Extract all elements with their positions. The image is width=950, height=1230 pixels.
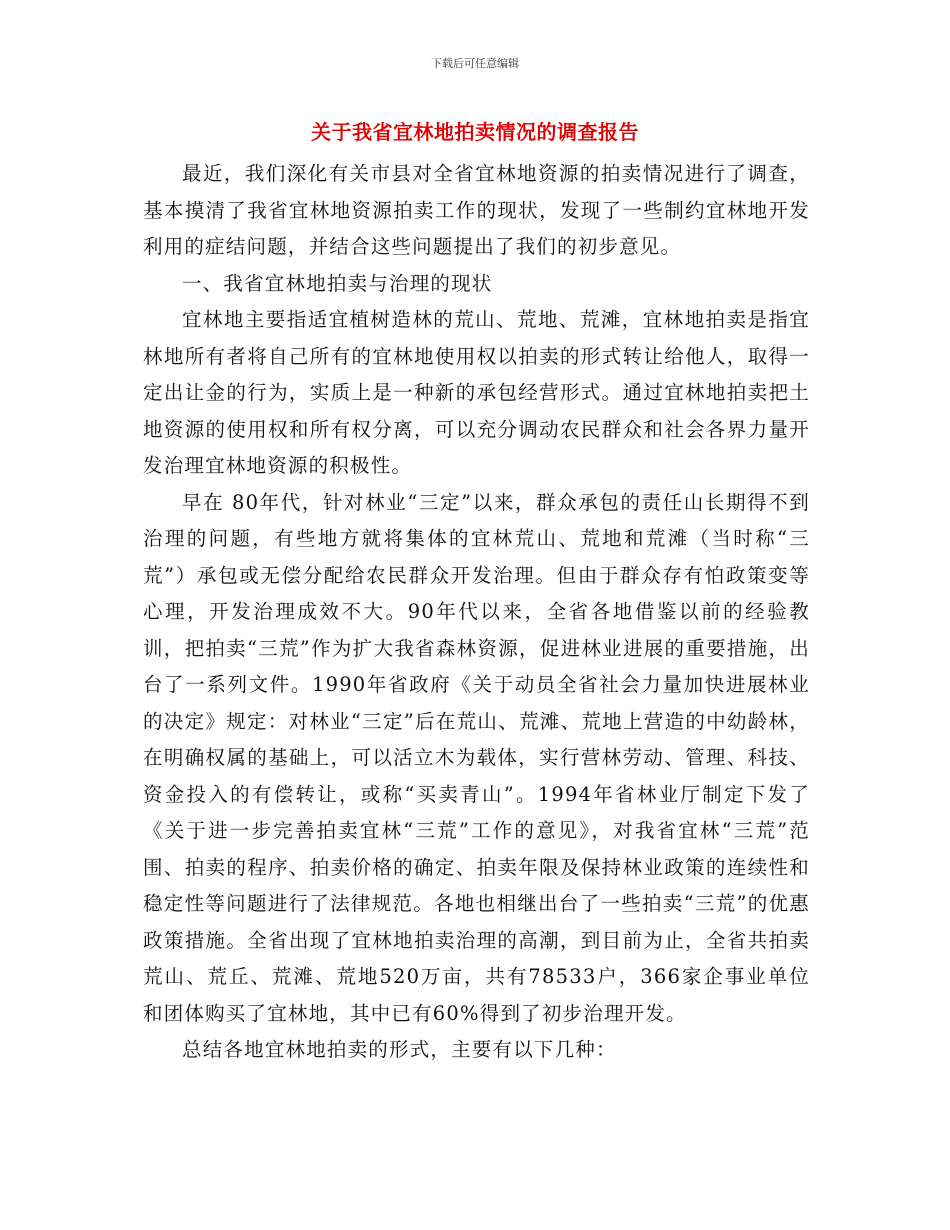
paragraph-forms-intro: 总结各地宜林地拍卖的形式，主要有以下几种： (182, 1038, 617, 1061)
paragraph-intro: 最近，我们深化有关市县对全省宜林地资源的拍卖情况进行了调查，基本摸清了我省宜林地资源拍卖工作的现状，发现了一些制约宜林地开发利用的症结问题，并结合这些问题提出了我们的初步意见。 (143, 162, 810, 258)
document-title: 关于我省宜林地拍卖情况的调查报告 (311, 120, 639, 144)
paragraph-definition: 宜林地主要指适宜植树造林的荒山、荒地、荒滩，宜林地拍卖是指宜林地所有者将自己所有的宜林地使用权以拍卖的形式转让给他人，取得一定出让金的行为，实质上是一种新的承包经营形式。通过宜林地拍卖把土地资源的使用权和所有权分离，可以充分调动农民群众和社会各界力量开发治理宜林地资源的积极性。 (143, 308, 810, 477)
document-body (143, 156, 810, 1069)
paragraph-history: 早在 80年代，针对林业“三定”以来，群众承包的责任山长期得不到治理的问题，有些地方就将集体的宜林荒山、荒地和荒滩（当时称“三荒”）承包或无偿分配给农民群众开发治理。但由于群众存有怕政策变等心理，开发治理成效不大。90年代以来，全省各地借鉴以前的经验教训，把拍卖“三荒”作为扩大我省森林资源，促进林业进展的重要措施，出台了一系列文件。1990年省政府《关于动员全省社会力量加快进展林业的决定》规定：对林业“三定”后在荒山、荒滩、荒地上营造的中幼龄林，在明确权属的基础上，可以活立木为载体，实行营林劳动、管理、科技、资金投入的有偿转让，或称“买卖青山”。1994年省林业厅制定下发了《关于进一步完善拍卖宜林“三荒”工作的意见》，对我省宜林“三荒”范围、拍卖的程序、拍卖价格的确定、拍卖年限及保持林业政策的连续性和稳定性等问题进行了法律规范。各地也相继出台了一些拍卖“三荒”的优惠政策措施。全省出现了宜林地拍卖治理的高潮，到目前为止，全省共拍卖荒山、荒丘、荒滩、荒地520万亩，共有78533户，366家企事业单位和团体购买了宜林地，其中已有60%得到了初步治理开发。 (143, 490, 810, 1025)
section-heading-1: 一、我省宜林地拍卖与治理的现状 (182, 271, 493, 295)
header-note: 下载后可任意编辑 (431, 57, 519, 70)
